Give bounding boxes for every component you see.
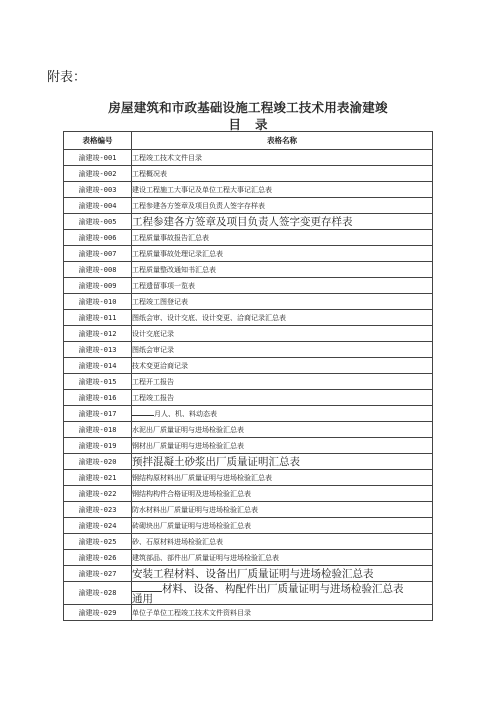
row-name: 钢材出厂质量证明与进场检验汇总表 (132, 438, 433, 454)
table-row (64, 166, 433, 182)
table-row (64, 454, 433, 470)
fill-in-blank (132, 408, 154, 416)
row-name: 预拌混凝土砂浆出厂质量证明汇总表 (132, 454, 433, 470)
table-row (64, 438, 433, 454)
fill-in-blank (132, 582, 162, 592)
row-code: 渝建竣-016 (64, 390, 132, 406)
row-code: 渝建竣-022 (64, 486, 132, 502)
table-row (64, 518, 433, 534)
table-row (64, 198, 433, 214)
row-name-text: 月人、机、料动态表 (154, 409, 217, 418)
table-row (64, 406, 433, 422)
row-name: 钢结构原材料出厂质量证明与进场检验汇总表 (132, 470, 433, 486)
row-code: 渝建竣-014 (64, 358, 132, 374)
row-name: 水泥出厂质量证明与进场检验汇总表 (132, 422, 433, 438)
row-code: 渝建竣-019 (64, 438, 132, 454)
row-name: 工程质量事故报告汇总表 (132, 230, 433, 246)
row-name: 设计交底记录 (132, 326, 433, 342)
document-subtitle: 目录 (228, 117, 282, 132)
row-code: 渝建竣-005 (64, 214, 132, 230)
row-name: 工程质量事故处理记录汇总表 (132, 246, 433, 262)
table-row (64, 358, 433, 374)
row-code: 渝建竣-002 (64, 166, 132, 182)
row-code: 渝建竣-026 (64, 550, 132, 566)
row-code: 渝建竣-023 (64, 502, 132, 518)
row-code: 渝建竣-029 (64, 605, 132, 621)
table-row (64, 182, 433, 198)
row-code: 渝建竣-008 (64, 262, 132, 278)
document-title: 房屋建筑和市政基础设施工程竣工技术用表渝建竣 (108, 100, 388, 115)
row-code: 渝建竣-020 (64, 454, 132, 470)
row-code: 渝建竣-012 (64, 326, 132, 342)
row-name: 砂、石原材料进场检验汇总表 (132, 534, 433, 550)
row-code: 渝建竣-025 (64, 534, 132, 550)
row-name: 建设工程施工大事记及单位工程大事记汇总表 (132, 182, 433, 198)
row-name: 工程参建各方签章及项目负责人签字变更存样表 (132, 214, 433, 230)
row-name: 防水材料出厂质量证明与进场检验汇总表 (132, 502, 433, 518)
row-code: 渝建竣-004 (64, 198, 132, 214)
table-row (64, 550, 433, 566)
row-code: 渝建竣-007 (64, 246, 132, 262)
row-code: 渝建竣-027 (64, 566, 132, 582)
row-code: 渝建竣-028 (64, 582, 132, 605)
table-row (64, 230, 433, 246)
row-name: 砖砌块出厂质量证明与进场检验汇总表 (132, 518, 433, 534)
row-name-suffix: 通用 (132, 593, 153, 605)
row-code: 渝建竣-021 (64, 470, 132, 486)
table-row (64, 294, 433, 310)
row-code: 渝建竣-011 (64, 310, 132, 326)
table-row (64, 502, 433, 518)
row-code: 渝建竣-017 (64, 406, 132, 422)
row-name: 安装工程材料、设备出厂质量证明与进场检验汇总表 (132, 566, 433, 582)
row-code: 渝建竣-010 (64, 294, 132, 310)
form-index-table (63, 131, 433, 621)
table-header-row (64, 132, 433, 150)
table-row (64, 214, 433, 230)
table-row (64, 262, 433, 278)
row-name: 工程参建各方签章及项目负责人签字存样表 (132, 198, 433, 214)
table-row (64, 470, 433, 486)
row-name: 工程概况表 (132, 166, 433, 182)
row-name: 图纸会审记录 (132, 342, 433, 358)
row-name-with-blank (132, 406, 433, 422)
row-name: 钢结构构件合格证明及进场检验汇总表 (132, 486, 433, 502)
table-row (64, 486, 433, 502)
table-row (64, 278, 433, 294)
attachment-label: 附表： (47, 70, 87, 85)
row-code: 渝建竣-003 (64, 182, 132, 198)
row-code: 渝建竣-001 (64, 150, 132, 166)
row-code: 渝建竣-024 (64, 518, 132, 534)
row-name-with-blank (132, 582, 433, 605)
header-code: 表格编号 (64, 132, 132, 150)
table-row (64, 326, 433, 342)
row-code: 渝建竣-015 (64, 374, 132, 390)
row-name: 工程遗留事项一览表 (132, 278, 433, 294)
table-row (64, 390, 433, 406)
row-name: 工程质量整改通知书汇总表 (132, 262, 433, 278)
row-name: 技术变更洽商记录 (132, 358, 433, 374)
table-row (64, 374, 433, 390)
row-code: 渝建竣-018 (64, 422, 132, 438)
row-name-text: 材料、设备、构配件出厂质量证明与进场检验汇总表 (162, 583, 404, 595)
table-row (64, 534, 433, 550)
table-row (64, 246, 433, 262)
table-row (64, 310, 433, 326)
row-code: 渝建竣-006 (64, 230, 132, 246)
header-name: 表格名称 (132, 132, 433, 150)
row-code: 渝建竣-013 (64, 342, 132, 358)
table-row (64, 422, 433, 438)
row-name: 图纸会审、设计交底、设计变更、洽商记录汇总表 (132, 310, 433, 326)
table-row (64, 342, 433, 358)
row-name: 工程竣工技术文件目录 (132, 150, 433, 166)
row-name: 工程开工报告 (132, 374, 433, 390)
row-name: 工程竣工图登记表 (132, 294, 433, 310)
table-row (64, 566, 433, 582)
row-name: 工程竣工报告 (132, 390, 433, 406)
table-row (64, 150, 433, 166)
row-name: 单位子单位工程竣工技术文件资料目录 (132, 605, 433, 621)
table-row (64, 582, 433, 605)
table-row (64, 605, 433, 621)
row-name: 建筑部品、部件出厂质量证明与进场检验汇总表 (132, 550, 433, 566)
row-code: 渝建竣-009 (64, 278, 132, 294)
